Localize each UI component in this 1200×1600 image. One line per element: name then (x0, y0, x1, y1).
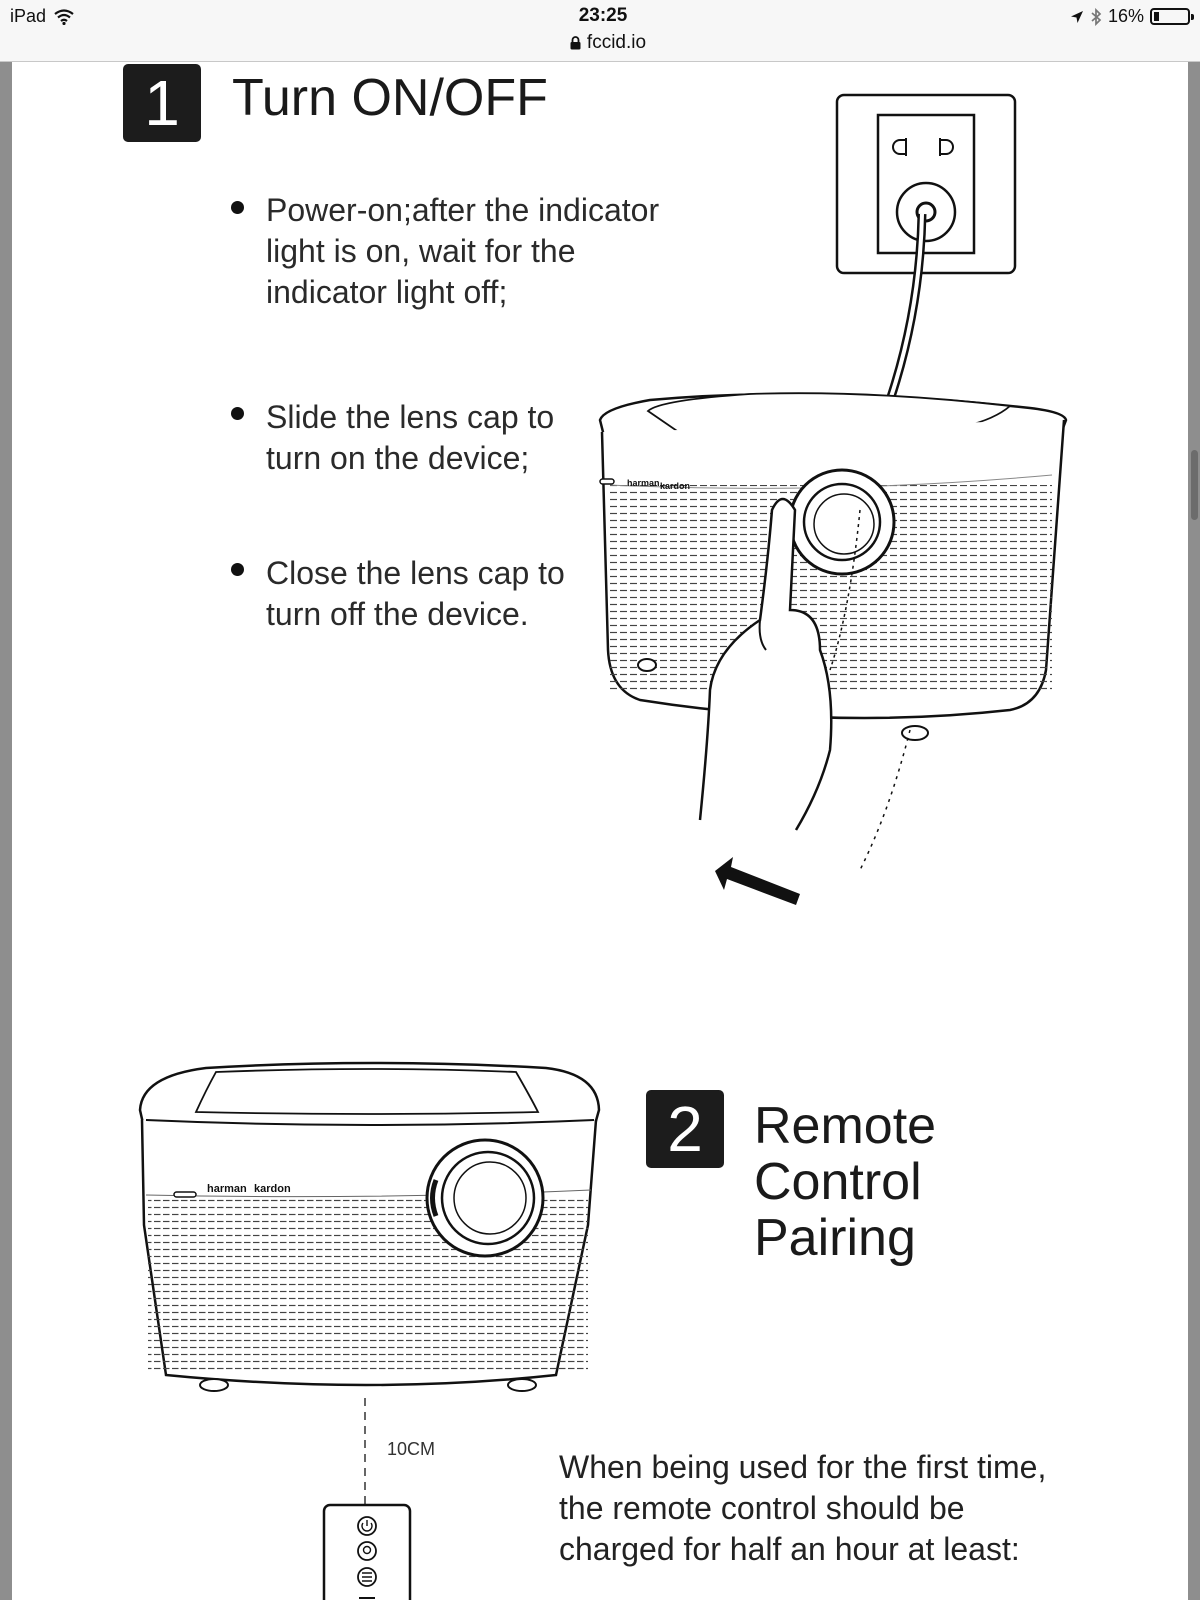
scrollbar[interactable] (1191, 450, 1198, 520)
bluetooth-icon (1090, 8, 1102, 26)
step-badge-2: 2 (646, 1090, 724, 1168)
location-arrow-icon (1070, 10, 1084, 24)
step-badge-1: 1 (123, 64, 201, 142)
brand-logo-text: harman (627, 478, 660, 488)
remote-charge-note: When being used for the first time, the remote control should be charged for half an hour at least: (559, 1449, 1047, 1567)
battery-percent: 16% (1107, 6, 1144, 26)
url-text: fccid.io (586, 32, 647, 53)
battery-icon (1150, 8, 1190, 25)
projector-icon (600, 393, 1066, 870)
distance-label: 10CM (387, 1439, 436, 1459)
section-title-turn-on-off: Turn ON/OFF (232, 69, 548, 127)
page-gutter-right (1188, 62, 1200, 1600)
brand-logo-text-right: kardon (660, 481, 691, 491)
remote-control-icon (321, 1500, 413, 1600)
distance-line (355, 1398, 375, 1508)
section-title-remote-pairing (754, 1098, 936, 1266)
projector-front-illustration (136, 1050, 606, 1400)
status-bar (0, 0, 1200, 62)
address-bar[interactable] (0, 32, 1200, 54)
title-line: Control (754, 1153, 922, 1212)
lock-icon (570, 36, 581, 50)
page-gutter-left (0, 62, 12, 1600)
bullet-slide-lens-cap: Slide the lens cap to turn on the device; (266, 399, 555, 476)
brand-logo-text: harman (207, 1183, 247, 1195)
bullet-close-lens-cap: Close the lens cap to turn off the device. (266, 555, 565, 632)
clock: 23:25 (578, 5, 628, 26)
bullet-dot (231, 407, 244, 420)
slide-direction-arrow-icon (715, 857, 800, 905)
brand-logo-text-right: kardon (254, 1183, 291, 1195)
title-line: Pairing (754, 1209, 916, 1268)
bullet-dot (231, 201, 244, 214)
title-line: Remote (754, 1097, 937, 1155)
status-right (1070, 6, 1190, 27)
projector-power-illustration (590, 90, 1070, 920)
wall-outlet-icon (837, 95, 1015, 273)
bullet-power-on: Power-on;after the indicator light is on, wait for the indicator light off; (266, 192, 660, 310)
battery-level (1154, 12, 1159, 21)
bullet-dot (231, 563, 244, 576)
device-name: iPad (10, 6, 47, 26)
